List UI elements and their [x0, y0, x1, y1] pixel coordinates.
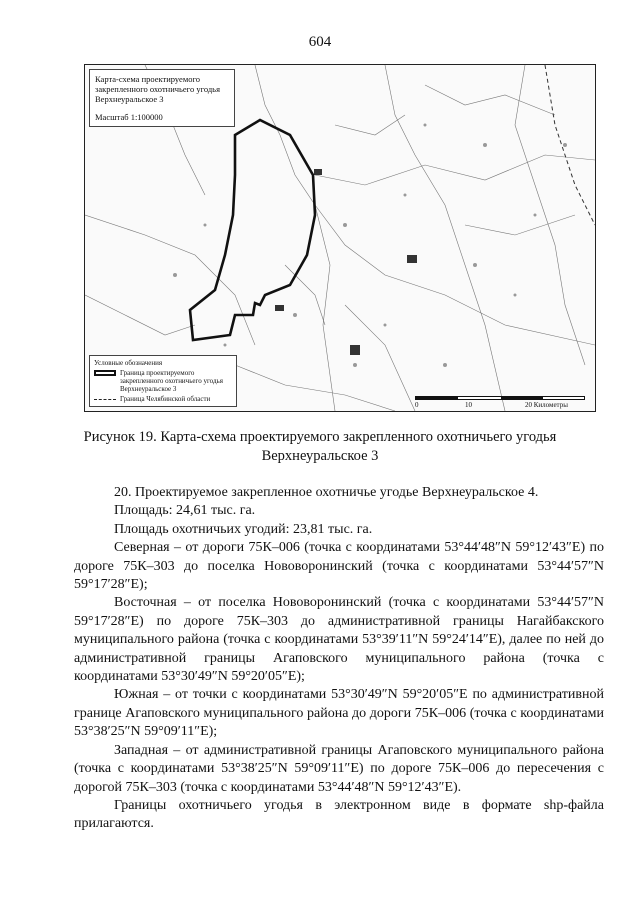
paragraph-heading: 20. Проектируемое закрепленное охотничье угодье Верхнеуральское 4. — [114, 485, 539, 500]
hunting-ground-boundary — [190, 120, 315, 340]
paragraph-west-border: Западная – от административной границы Агаповского муниципального района (точка с координатами 53°38′25″N 59°09′11″E) по дороге 75К–006 до пересечения с дорогой 75К–303 (точка с координатами 53°44′48″N 59°12′43″E). — [74, 742, 604, 795]
map-title-line: закрепленного охотничьего угодья — [95, 84, 220, 94]
scale-label: 10 — [465, 401, 472, 409]
paragraph-south-border: Южная – от точки с координатами 53°30′49″N 59°20′05″E по административной границе Агаповского муниципального района до дороги 75К–006 (точка с координатами 53°38′25″N 59°09′11″E); — [74, 687, 604, 740]
region-border-swatch-icon — [94, 399, 116, 401]
caption-line: Рисунок 19. Карта-схема проектируемого закрепленного охотничьего угодья — [83, 429, 557, 445]
paragraph-north-border: Северная – от дороги 75К–006 (точка с координатами 53°44′48″N 59°12′43″E) по дороге 75К–303 до поселка Нововоронинский (точка с координатами 53°44′57″N 59°17′28″E); — [74, 540, 604, 593]
figure-caption — [60, 428, 580, 466]
map-title-box — [89, 69, 235, 127]
scale-bar-graphic — [415, 396, 585, 400]
scale-label: 20 Километры — [525, 401, 568, 409]
legend-title: Условные обозначения — [94, 359, 163, 367]
caption-line: Верхнеуральское 3 — [261, 448, 379, 464]
scale-bar — [415, 396, 585, 408]
body-text — [74, 484, 604, 834]
map-figure — [84, 64, 596, 412]
map-legend — [89, 355, 237, 407]
page-number: 604 — [308, 34, 332, 50]
legend-item — [94, 369, 232, 393]
paragraph-hunting-area: Площадь охотничьих угодий: 23,81 тыс. га. — [114, 521, 373, 537]
map-scale: Масштаб 1:100000 — [95, 112, 163, 122]
map-title-line: Карта-схема проектируемого — [95, 74, 200, 84]
boundary-swatch-icon — [94, 370, 116, 376]
legend-item-label: Граница Челябинской области — [120, 395, 211, 403]
paragraph-east-border: Восточная – от поселка Нововоронинский (точка с координатами 53°44′57″N 59°17′28″E) по дороге 75К–303 до административной границы Нагайбакского муниципального района (точка с координатами 53°39′11″N 59°24′14″E), далее по ней до административной границы Агаповского муниципального района (точка с координатами 53°30′49″N 59°20′05″E); — [74, 595, 604, 685]
map-title-line: Верхнеуральское 3 — [95, 94, 164, 104]
paragraph-area: Площадь: 24,61 тыс. га. — [114, 503, 256, 519]
legend-item-label: Граница проектируемого закрепленного охотничьего угодья Верхнеуральское 3 — [120, 369, 223, 393]
scale-label: 0 — [415, 401, 419, 409]
legend-item — [94, 395, 232, 403]
paragraph-shp-note: Границы охотничьего угодья в электронном виде в формате shp-файла прилагаются. — [74, 797, 604, 832]
